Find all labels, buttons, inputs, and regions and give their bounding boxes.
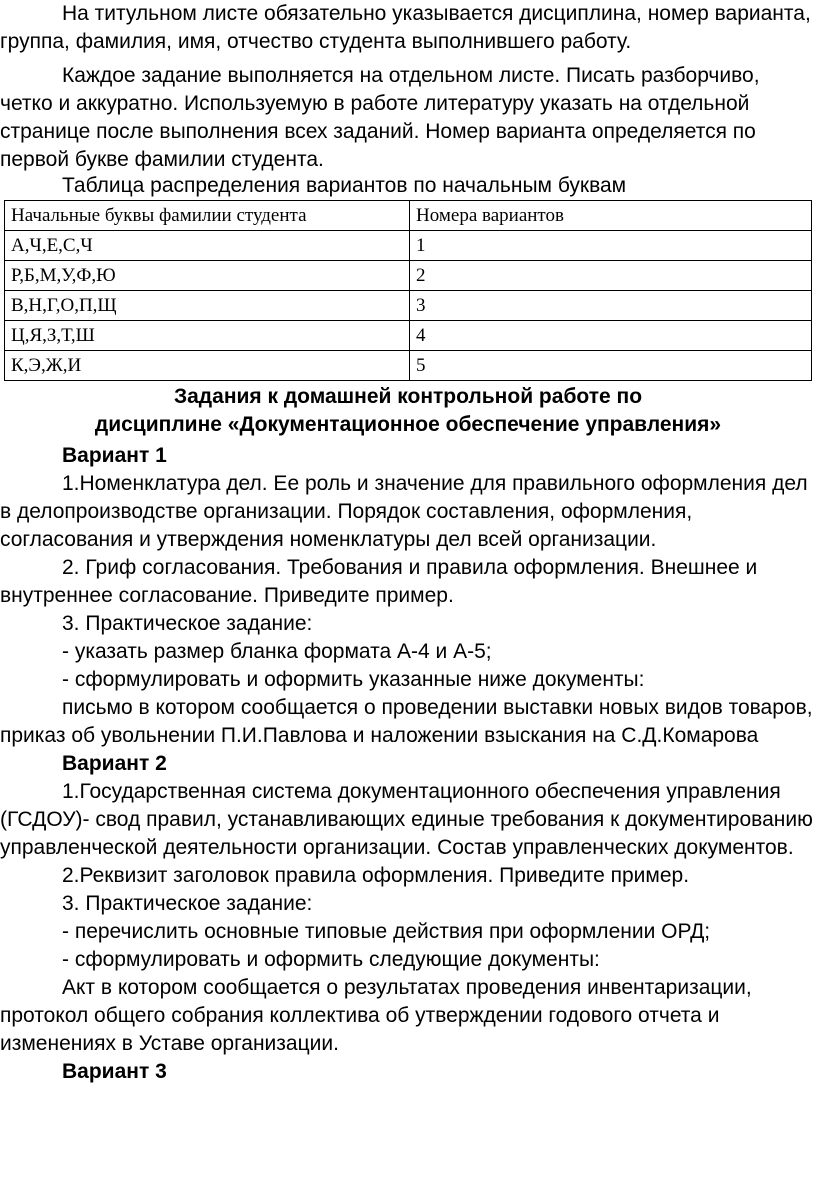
variant-2-task-1: 1.Государственная система документационного обеспечения управления (ГСДОУ)- свод правил, устанавливающих единые требования к документированию управленческой деятельности организации. Состав управленческих документов.: [0, 780, 813, 859]
table-cell-variant: 2: [410, 261, 812, 291]
table-cell-letters: Ц,Я,З,Т,Ш: [5, 321, 410, 351]
variant-2-task-3b: - сформулировать и оформить следующие документы:: [62, 948, 600, 971]
variant-1-task-3c: письмо в котором сообщается о проведении выставки новых видов товаров, приказ об увольнении П.И.Павлова и наложении взыскания на С.Д.Комарова: [0, 696, 813, 747]
intro-paragraph-1: На титульном листе обязательно указывается дисциплина, номер варианта, группа, фамилия, имя, отчество студента выполнившего работу.: [0, 2, 811, 53]
variant-1-task-3a: - указать размер бланка формата А-4 и А-5;: [62, 640, 492, 663]
table-header-row: [5, 201, 812, 231]
table-row: [5, 291, 812, 321]
table-cell-letters: В,Н,Г,О,П,Щ: [5, 291, 410, 321]
table-cell-variant: 4: [410, 321, 812, 351]
table-header-cell: Начальные буквы фамилии студента: [5, 201, 410, 231]
variant-1-task-2: 2. Гриф согласования. Требования и правила оформления. Внешнее и внутреннее согласование. Приведите пример.: [0, 556, 758, 607]
intro-paragraph-2: Каждое задание выполняется на отдельном листе. Писать разборчиво, четко и аккуратно. Используемую в работе литературу указать на отдельной странице после выполнения всех заданий. Номер варианта определяется по первой букве фамилии студента.: [0, 64, 760, 171]
table-row: [5, 351, 812, 381]
variant-1-task-3: 3. Практическое задание:: [62, 612, 313, 635]
section-heading-line-2: дисциплине «Документационное обеспечение управления»: [94, 413, 722, 436]
variant-1-task-1: 1.Номенклатура дел. Ее роль и значение для правильного оформления дел в делопроизводстве организации. Порядок составления, оформления, согласования и утверждения номенклатуры дел всей организации.: [0, 472, 808, 551]
table-caption: Таблица распределения вариантов по начальным буквам: [62, 174, 627, 197]
table-row: [5, 321, 812, 351]
table-cell-letters: К,Э,Ж,И: [5, 351, 410, 381]
table-row: [5, 261, 812, 291]
section-heading-line-1: Задания к домашней контрольной работе по: [173, 385, 643, 408]
table-cell-letters: Р,Б,М,У,Ф,Ю: [5, 261, 410, 291]
variant-2-title: Вариант 2: [62, 752, 167, 775]
table-header-cell: Номера вариантов: [410, 201, 812, 231]
table-cell-variant: 3: [410, 291, 812, 321]
variant-2-task-3a: - перечислить основные типовые действия при оформлении ОРД;: [62, 920, 711, 943]
table-row: [5, 231, 812, 261]
variant-3-title: Вариант 3: [62, 1060, 167, 1083]
table-cell-letters: А,Ч,Е,С,Ч: [5, 231, 410, 261]
variant-2-task-3: 3. Практическое задание:: [62, 892, 313, 915]
variant-2-task-3c: Акт в котором сообщается о результатах проведения инвентаризации, протокол общего собрания коллектива об утверждении годового отчета и изменениях в Уставе организации.: [0, 976, 752, 1055]
variant-1-title: Вариант 1: [62, 444, 167, 467]
variant-1-task-3b: - сформулировать и оформить указанные ниже документы:: [62, 668, 645, 691]
variants-table: [4, 200, 812, 381]
table-cell-variant: 5: [410, 351, 812, 381]
variant-2-task-2: 2.Реквизит заголовок правила оформления. Приведите пример.: [62, 864, 690, 887]
table-cell-variant: 1: [410, 231, 812, 261]
